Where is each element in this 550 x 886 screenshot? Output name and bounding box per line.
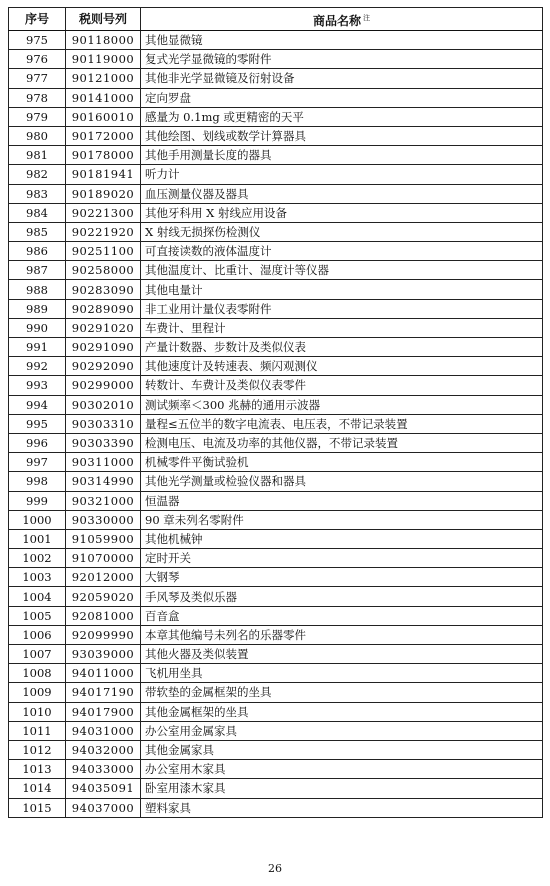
product-name-cell: 本章其他编号未列名的乐器零件: [141, 625, 543, 644]
serial-number-cell: 1008: [9, 664, 66, 683]
product-name-cell: 车费计、里程计: [141, 318, 543, 337]
tariff-code-cell: 92099990: [66, 625, 141, 644]
tariff-code-cell: 94037000: [66, 798, 141, 817]
serial-number-cell: 1011: [9, 721, 66, 740]
serial-number-cell: 993: [9, 376, 66, 395]
serial-number-cell: 991: [9, 338, 66, 357]
product-name-cell: 检测电压、电流及功率的其他仪器，不带记录装置: [141, 433, 543, 452]
tariff-code-cell: 90311000: [66, 453, 141, 472]
table-body: [9, 31, 543, 818]
product-name-cell: 其他电量计: [141, 280, 543, 299]
table-row: [9, 702, 543, 721]
serial-number-cell: 995: [9, 414, 66, 433]
tariff-code-cell: 92059020: [66, 587, 141, 606]
tariff-code-cell: 94032000: [66, 740, 141, 759]
table-row: [9, 414, 543, 433]
tariff-code-cell: 90221300: [66, 203, 141, 222]
tariff-code-cell: 92012000: [66, 568, 141, 587]
serial-number-cell: 984: [9, 203, 66, 222]
tariff-code-cell: 90181941: [66, 165, 141, 184]
product-name-cell: 卧室用漆木家具: [141, 779, 543, 798]
product-name-cell: 其他绘图、划线或数学计算器具: [141, 126, 543, 145]
serial-number-cell: 998: [9, 472, 66, 491]
tariff-code-cell: 90119000: [66, 50, 141, 69]
table-row: [9, 107, 543, 126]
table-row: [9, 203, 543, 222]
table-row: [9, 625, 543, 644]
product-name-cell: 办公室用木家具: [141, 760, 543, 779]
table-row: [9, 798, 543, 817]
product-name-cell: 恒温器: [141, 491, 543, 510]
product-name-cell: 听力计: [141, 165, 543, 184]
product-name-cell: 定向罗盘: [141, 88, 543, 107]
table-row: [9, 261, 543, 280]
serial-number-cell: 979: [9, 107, 66, 126]
tariff-code-cell: 90118000: [66, 31, 141, 50]
product-name-cell: 产量计数器、步数计及类似仪表: [141, 338, 543, 357]
tariff-code-cell: 94035091: [66, 779, 141, 798]
serial-number-cell: 1013: [9, 760, 66, 779]
product-name-cell: 其他光学测量或检验仪器和器具: [141, 472, 543, 491]
serial-number-cell: 983: [9, 184, 66, 203]
tariff-code-cell: 90330000: [66, 510, 141, 529]
table-row: [9, 357, 543, 376]
serial-number-cell: 996: [9, 433, 66, 452]
serial-number-cell: 982: [9, 165, 66, 184]
product-name-cell: 其他显微镜: [141, 31, 543, 50]
serial-number-cell: 1009: [9, 683, 66, 702]
table-row: [9, 606, 543, 625]
product-name-cell: 90 章未列名零附件: [141, 510, 543, 529]
product-name-cell: 测试频率＜300 兆赫的通用示波器: [141, 395, 543, 414]
tariff-code-cell: 90141000: [66, 88, 141, 107]
serial-number-cell: 977: [9, 69, 66, 88]
table-row: [9, 549, 543, 568]
serial-number-cell: 1004: [9, 587, 66, 606]
serial-number-cell: 1001: [9, 529, 66, 548]
tariff-code-cell: 90121000: [66, 69, 141, 88]
serial-number-cell: 1000: [9, 510, 66, 529]
serial-number-cell: 1005: [9, 606, 66, 625]
serial-number-cell: 981: [9, 146, 66, 165]
tariff-code-cell: 91070000: [66, 549, 141, 568]
table-row: [9, 721, 543, 740]
serial-number-cell: 999: [9, 491, 66, 510]
serial-number-cell: 1015: [9, 798, 66, 817]
product-name-cell: 机械零件平衡试验机: [141, 453, 543, 472]
table-row: [9, 395, 543, 414]
header-product-name-label: 商品名称: [312, 13, 361, 28]
table-row: [9, 338, 543, 357]
tariff-code-cell: 90321000: [66, 491, 141, 510]
product-name-cell: X 射线无损探伤检测仪: [141, 222, 543, 241]
table-row: [9, 683, 543, 702]
serial-number-cell: 980: [9, 126, 66, 145]
tariff-code-cell: 90251100: [66, 242, 141, 261]
table-row: [9, 126, 543, 145]
table-row: [9, 222, 543, 241]
tariff-code-cell: 94011000: [66, 664, 141, 683]
product-name-cell: 非工业用计量仪表零附件: [141, 299, 543, 318]
product-name-cell: 其他速度计及转速表、频闪观测仪: [141, 357, 543, 376]
table-row: [9, 491, 543, 510]
table-row: [9, 50, 543, 69]
serial-number-cell: 992: [9, 357, 66, 376]
tariff-code-cell: 90292090: [66, 357, 141, 376]
table-row: [9, 242, 543, 261]
serial-number-cell: 990: [9, 318, 66, 337]
table-row: [9, 146, 543, 165]
table-row: [9, 88, 543, 107]
serial-number-cell: 1007: [9, 645, 66, 664]
product-name-cell: 其他温度计、比重计、湿度计等仪器: [141, 261, 543, 280]
serial-number-cell: 1003: [9, 568, 66, 587]
product-name-cell: 带软垫的金属框架的坐具: [141, 683, 543, 702]
tariff-code-cell: 90178000: [66, 146, 141, 165]
tariff-code-cell: 93039000: [66, 645, 141, 664]
serial-number-cell: 986: [9, 242, 66, 261]
serial-number-cell: 987: [9, 261, 66, 280]
tariff-code-cell: 91059900: [66, 529, 141, 548]
tariff-code-cell: 90303310: [66, 414, 141, 433]
tariff-code-cell: 90302010: [66, 395, 141, 414]
table-row: [9, 740, 543, 759]
product-name-cell: 量程≤五位半的数字电流表、电压表，不带记录装置: [141, 414, 543, 433]
table-row: [9, 510, 543, 529]
product-name-cell: 其他火器及类似装置: [141, 645, 543, 664]
serial-number-cell: 988: [9, 280, 66, 299]
product-name-cell: 感量为 0.1mg 或更精密的天平: [141, 107, 543, 126]
table-row: [9, 165, 543, 184]
table-row: [9, 760, 543, 779]
tariff-code-cell: 90314990: [66, 472, 141, 491]
table-row: [9, 376, 543, 395]
serial-number-cell: 1014: [9, 779, 66, 798]
product-name-cell: 其他金属框架的坐具: [141, 702, 543, 721]
product-name-cell: 其他机械钟: [141, 529, 543, 548]
serial-number-cell: 1002: [9, 549, 66, 568]
serial-number-cell: 997: [9, 453, 66, 472]
tariff-code-cell: 90291020: [66, 318, 141, 337]
serial-number-cell: 975: [9, 31, 66, 50]
table-row: [9, 664, 543, 683]
product-name-cell: 飞机用坐具: [141, 664, 543, 683]
table-row: [9, 568, 543, 587]
table-row: [9, 318, 543, 337]
tariff-code-cell: 90221920: [66, 222, 141, 241]
tariff-code-cell: 90189020: [66, 184, 141, 203]
tariff-code-cell: 94017900: [66, 702, 141, 721]
table-row: [9, 280, 543, 299]
product-name-cell: 转数计、车费计及类似仪表零件: [141, 376, 543, 395]
tariff-code-cell: 90289090: [66, 299, 141, 318]
product-name-cell: 其他非光学显微镜及衍射设备: [141, 69, 543, 88]
product-name-cell: 其他金属家具: [141, 740, 543, 759]
table-row: [9, 69, 543, 88]
tariff-code-cell: 90160010: [66, 107, 141, 126]
header-tariff-code: 税则号列: [66, 8, 141, 31]
product-name-cell: 手风琴及类似乐器: [141, 587, 543, 606]
table-row: [9, 587, 543, 606]
serial-number-cell: 1012: [9, 740, 66, 759]
product-name-cell: 办公室用金属家具: [141, 721, 543, 740]
product-name-cell: 大钢琴: [141, 568, 543, 587]
product-name-cell: 血压测量仪器及器具: [141, 184, 543, 203]
serial-number-cell: 976: [9, 50, 66, 69]
table-row: [9, 453, 543, 472]
table-row: [9, 645, 543, 664]
product-name-cell: 定时开关: [141, 549, 543, 568]
serial-number-cell: 978: [9, 88, 66, 107]
table-row: [9, 184, 543, 203]
serial-number-cell: 1010: [9, 702, 66, 721]
product-name-cell: 复式光学显微镜的零附件: [141, 50, 543, 69]
product-name-cell: 百音盒: [141, 606, 543, 625]
header-note-marker: 注: [363, 13, 370, 22]
table-row: [9, 529, 543, 548]
table-row: [9, 472, 543, 491]
product-name-cell: 其他牙科用 X 射线应用设备: [141, 203, 543, 222]
header-product-name: [141, 8, 543, 31]
tariff-code-cell: 90299000: [66, 376, 141, 395]
header-row: [9, 8, 543, 31]
serial-number-cell: 989: [9, 299, 66, 318]
table-header: [9, 8, 543, 31]
tariff-table: [8, 7, 543, 818]
tariff-code-cell: 90172000: [66, 126, 141, 145]
table-row: [9, 31, 543, 50]
tariff-code-cell: 92081000: [66, 606, 141, 625]
product-name-cell: 其他手用测量长度的器具: [141, 146, 543, 165]
table-row: [9, 779, 543, 798]
tariff-code-cell: 94017190: [66, 683, 141, 702]
tariff-code-cell: 94031000: [66, 721, 141, 740]
tariff-code-cell: 90291090: [66, 338, 141, 357]
serial-number-cell: 1006: [9, 625, 66, 644]
tariff-code-cell: 94033000: [66, 760, 141, 779]
product-name-cell: 可直接读数的液体温度计: [141, 242, 543, 261]
serial-number-cell: 985: [9, 222, 66, 241]
table-row: [9, 299, 543, 318]
product-name-cell: 塑料家具: [141, 798, 543, 817]
tariff-code-cell: 90258000: [66, 261, 141, 280]
header-serial-number: 序号: [9, 8, 66, 31]
tariff-code-cell: 90303390: [66, 433, 141, 452]
tariff-code-cell: 90283090: [66, 280, 141, 299]
table-row: [9, 433, 543, 452]
page-number: 26: [268, 862, 282, 875]
serial-number-cell: 994: [9, 395, 66, 414]
